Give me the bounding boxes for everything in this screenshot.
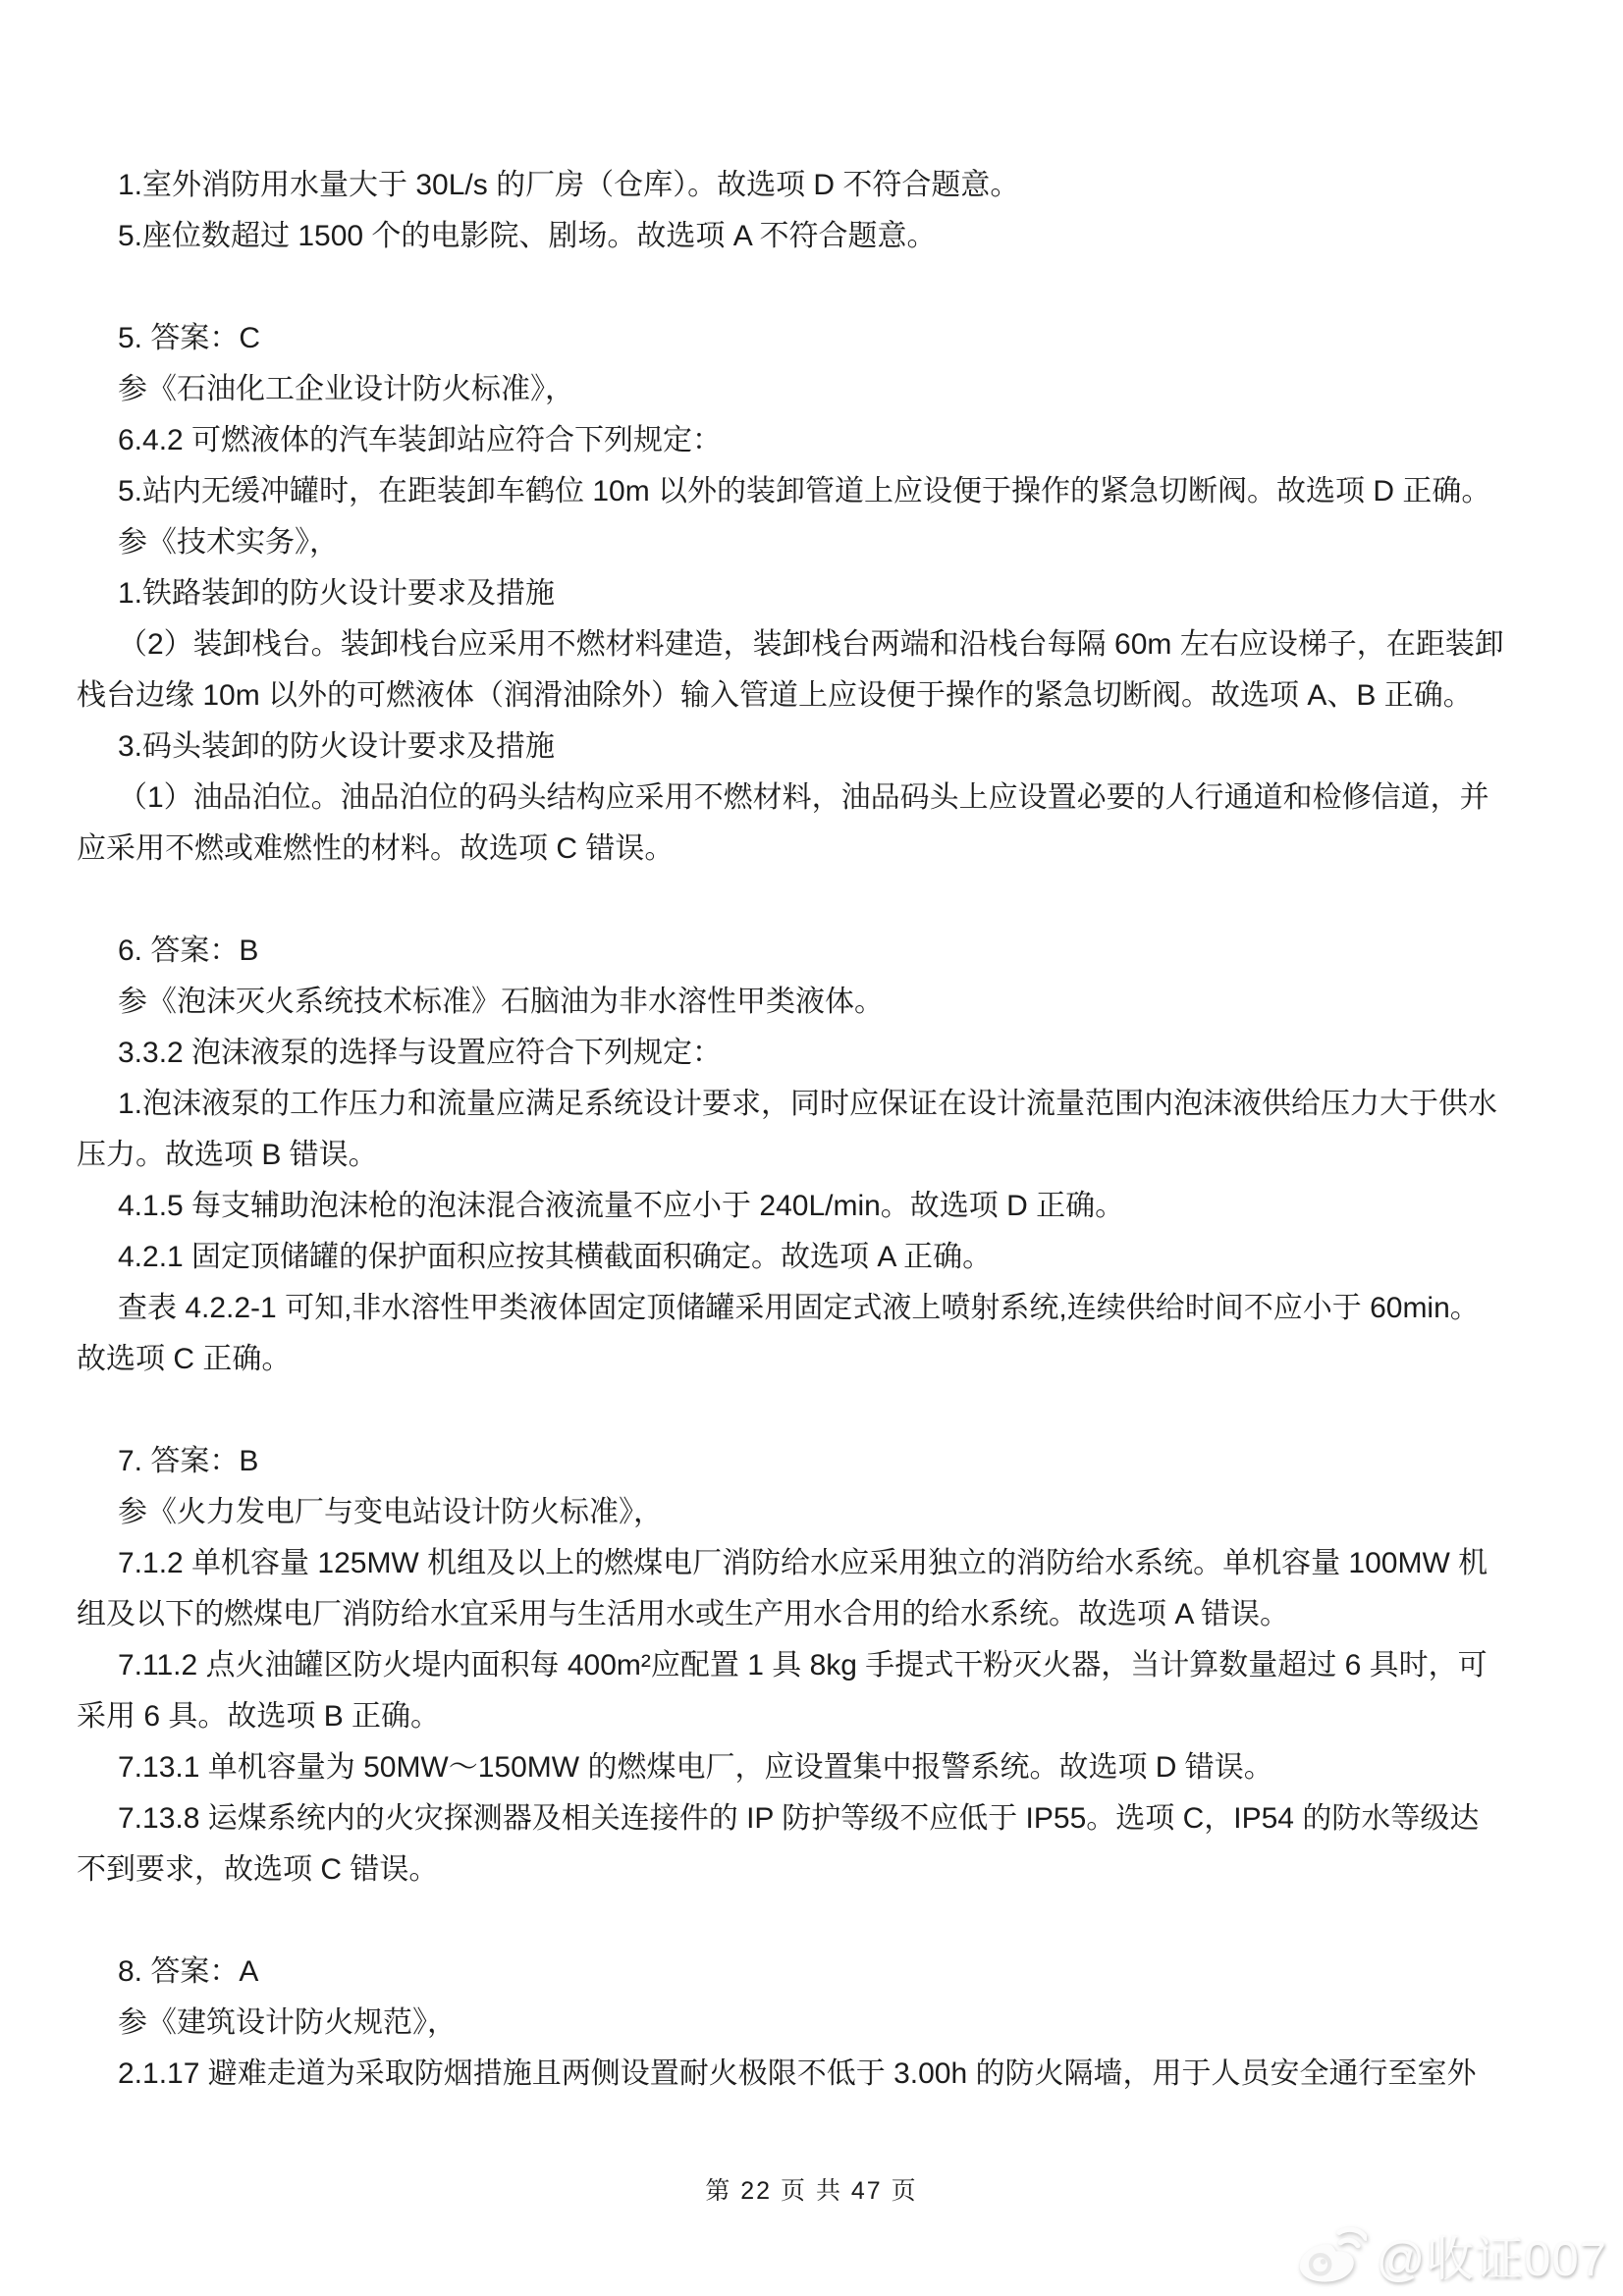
text-line: 组及以下的燃煤电厂消防给水宜采用与生活用水或生产用水合用的给水系统。故选项 A 错误。 — [77, 1598, 1290, 1630]
text-line: 3.3.2 泡沫液泵的选择与设置应符合下列规定： — [118, 1037, 723, 1069]
text-line: 压力。故选项 B 错误。 — [77, 1139, 378, 1171]
document-body — [77, 160, 1554, 2100]
text-line: 参《建筑设计防火规范》， — [118, 2006, 457, 2039]
weibo-logo-icon — [1294, 2225, 1367, 2286]
text-line: 1.室外消防用水量大于 30L/s 的厂房（仓库）。故选项 D 不符合题意。 — [118, 169, 1020, 201]
text-line: 1.泡沫液泵的工作压力和流量应满足系统设计要求，同时应保证在设计流量范围内泡沫液供给压力大于供水 — [118, 1088, 1498, 1120]
text-line: 3.码头装卸的防火设计要求及措施 — [118, 730, 556, 763]
text-line: 7.13.8 运煤系统内的火灾探测器及相关连接件的 IP 防护等级不应低于 IP55。选项 C，IP54 的防水等级达 — [118, 1802, 1480, 1835]
text-line: 6.4.2 可燃液体的汽车装卸站应符合下列规定： — [118, 424, 723, 456]
answer-section — [77, 1947, 1554, 2100]
text-line: 参《石油化工企业设计防火标准》， — [118, 373, 574, 405]
text-line: 栈台边缘 10m 以外的可燃液体（润滑油除外）输入管道上应设便于操作的紧急切断阀。故选项 A、B 正确。 — [77, 679, 1473, 712]
text-line: 不到要求，故选项 C 错误。 — [77, 1853, 439, 1886]
watermark — [1294, 2221, 1608, 2290]
text-line: 7.11.2 点火油罐区防火堤内面积每 400m²应配置 1 具 8kg 手提式干粉灭火器，当计算数量超过 6 具时，可 — [118, 1649, 1488, 1682]
text-line: 参《技术实务》， — [118, 526, 339, 559]
text-line: （1）油品泊位。油品泊位的码头结构应采用不燃材料，油品码头上应设置必要的人行通道和检修信道，并 — [118, 781, 1489, 814]
text-line: 7.1.2 单机容量 125MW 机组及以上的燃煤电厂消防给水应采用独立的消防给水系统。单机容量 100MW 机 — [118, 1547, 1488, 1579]
text-line: 8. 答案：A — [118, 1955, 259, 1988]
answer-section — [77, 1436, 1554, 1896]
text-line: 应采用不燃或难燃性的材料。故选项 C 错误。 — [77, 832, 675, 865]
watermark-handle: @收证007 — [1376, 2233, 1607, 2286]
text-line: 4.1.5 每支辅助泡沫枪的泡沫混合液流量不应小于 240L/min。故选项 D 正确。 — [118, 1190, 1125, 1222]
text-line: 参《火力发电厂与变电站设计防火标准》， — [118, 1496, 663, 1528]
text-line: 6. 答案：B — [118, 934, 259, 967]
page-number: 第 22 页 共 47 页 — [705, 2177, 918, 2205]
text-line: 采用 6 具。故选项 B 正确。 — [77, 1700, 441, 1733]
text-line: 4.2.1 固定顶储罐的保护面积应按其横截面积确定。故选项 A 正确。 — [118, 1241, 993, 1273]
text-line: 5. 答案：C — [118, 322, 261, 354]
text-line: 参《泡沫灭火系统技术标准》石脑油为非水溶性甲类液体。 — [118, 986, 884, 1018]
text-line: 5.站内无缓冲罐时，在距装卸车鹤位 10m 以外的装卸管道上应设便于操作的紧急切断阀。故选项 D 正确。 — [118, 475, 1491, 507]
answer-section — [77, 313, 1554, 875]
text-line: 故选项 C 正确。 — [77, 1343, 292, 1375]
answer-section — [77, 160, 1554, 262]
text-line: （2）装卸栈台。装卸栈台应采用不燃材料建造，装卸栈台两端和沿栈台每隔 60m 左右应设梯子，在距装卸 — [118, 628, 1504, 661]
text-line: 7.13.1 单机容量为 50MW～150MW 的燃煤电厂，应设置集中报警系统。故选项 D 错误。 — [118, 1751, 1273, 1784]
text-line: 查表 4.2.2-1 可知,非水溶性甲类液体固定顶储罐采用固定式液上喷射系统,连续供给时间不应小于 60min。 — [118, 1292, 1480, 1324]
text-line: 1.铁路装卸的防火设计要求及措施 — [118, 577, 556, 610]
text-line: 5.座位数超过 1500 个的电影院、剧场。故选项 A 不符合题意。 — [118, 220, 937, 252]
answer-section — [77, 926, 1554, 1385]
text-line: 2.1.17 避难走道为采取防烟措施且两侧设置耐火极限不低于 3.00h 的防火隔墙，用于人员安全通行至室外 — [118, 2057, 1477, 2090]
text-line: 7. 答案：B — [118, 1445, 259, 1477]
